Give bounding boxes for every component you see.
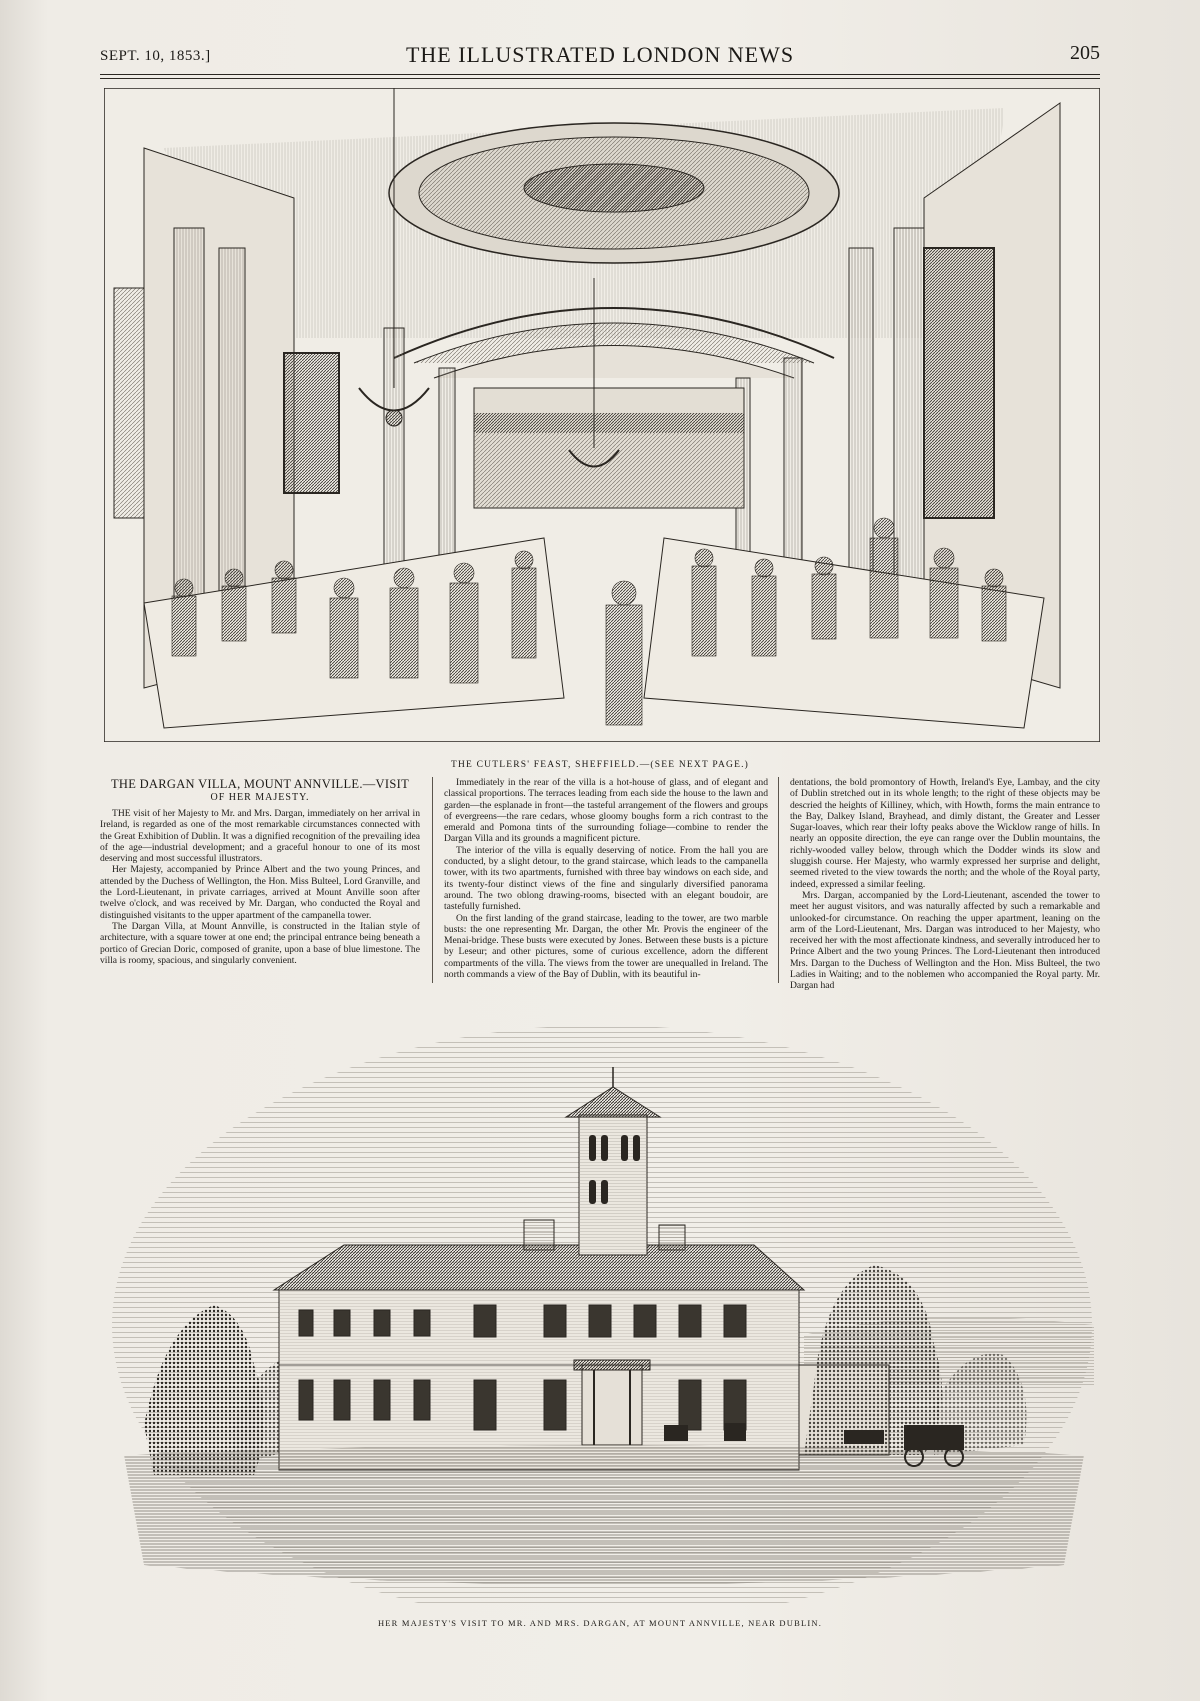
paragraph: Mrs. Dargan, accompanied by the Lord-Lieutenant, ascended the tower to meet her august visitors, and was naturally affected by such a remarkable and unlooked-for circumstance. On reaching the upper apartment, leaning on the arm of the Lord-Lieutenant, Mrs. Dargan was introduced to her Majesty, who received her with the most affectionate kindness, and severally introduced her to Prince Albert and the two young Princes. The Lord-Lieutenant then introduced Mrs. Dargan to the Duchess of Wellington and the Hon. Miss Bulteel, the two Ladies in Waiting; and to the noblemen who accompanied the Royal party. Mr. Dargan had: [790, 889, 1100, 992]
article-headline: [100, 777, 420, 805]
paragraph: On the first landing of the grand staircase, leading to the tower, are two marble busts: the one representing Mr. Dargan, the other Mr. Provis the engineer of the Menai-bridge. These busts were executed by Jones. Between these busts is a picture by Leseur; and other pictures, some of curious excellence, adorn the different compartments of the villa. The views from the tower are unequalled in Ireland. The north commands a view of the Bay of Dublin, with its beautiful in-: [444, 912, 768, 981]
paragraph: The interior of the villa is equally deserving of notice. From the hall you are conducted, by a slight detour, to the grand staircase, which leads to the campanella tower, with its two apartments, furnished with three bay windows on each side, and its twenty-four distinct views of the fine and singularly diversified panorama around. The two oblong drawing-rooms, bisected with an elegant boudoir, are tastefully furnished.: [444, 844, 768, 913]
paragraph: Her Majesty, accompanied by Prince Albert and the two young Princes, and attended by the Duchess of Wellington, the Hon. Miss Bulteel, Lord Granville, and the Lord-Lieutenant, in private carriages, arrived at Mount Anville soon after twelve o'clock, and was received by Mr. Dargan, who conducted the Royal and distinguished visitants to the upper apartment of the campanella tower.: [100, 864, 420, 921]
masthead: [100, 40, 1100, 74]
banquet-hall-drawing: [104, 88, 1100, 742]
column-divider: [432, 777, 433, 983]
issue-date: SEPT. 10, 1853.]: [100, 48, 211, 64]
paragraph: Immediately in the rear of the villa is a hot-house of glass, and of elegant and classical proportions. The terraces leading from each side the house to the lawn and garden—the esplanade in front—the tasteful arrangement of the flowers and groups of evergreens—the rare cedars, whose gloomy boughs form a rich contrast to the emerald and Pomona tints of the surrounding foliage—combine to render the Dargan Villa and its grounds a magnificent picture.: [444, 777, 768, 845]
paragraph: dentations, the bold promontory of Howth, Ireland's Eye, Lambay, and the city of Dublin stretched out in its whole length; to the right of these objects may be descried the heights of Killiney, which, with Howth, forms the main entrance to the Bay, Dalkey Island, Brayhead, and dimly distant, the Greater and Lesser Sugar-loaves, which rear their lofty peaks above the Wicklow range of hills. In nearly an opposite direction, the eye can range over the Dublin mountains, the richly-wooded valley below, through which the Dodder winds its slow and sluggish course. Her Majesty, who warmly expressed her surprise and delight, seemed riveted to the view towards the north; and the whole of the Royal party, indeed, expressed a similar feeling.: [790, 777, 1100, 890]
masthead-rule: [100, 74, 1100, 75]
headline-subtitle: OF HER MAJESTY.: [210, 792, 310, 803]
article-column-2: [444, 777, 768, 980]
bottom-illustration-caption: HER MAJESTY'S VISIT TO MR. AND MRS. DARGAN, AT MOUNT ANNVILLE, NEAR DUBLIN.: [377, 1618, 823, 1628]
column-divider: [778, 777, 779, 983]
article-column-3: [790, 777, 1100, 992]
newspaper-title: THE ILLUSTRATED LONDON NEWS: [405, 42, 795, 67]
dargan-villa-engraving: [104, 1005, 1100, 1605]
banquet-hall-engraving: [104, 88, 1100, 742]
paragraph: THE visit of her Majesty to Mr. and Mrs. Dargan, immediately on her arrival in Ireland, is regarded as one of the most remarkable circumstances connected with the Great Exhibition of Dublin. It was a dignified recognition of the prevailing idea of the age—industrial development; and a graceful honour to one of its most deserving and most successful illustrators.: [100, 808, 420, 865]
masthead-rule-thin: [100, 78, 1100, 79]
villa-drawing: [104, 1005, 1100, 1605]
page-number: 205: [1070, 42, 1100, 64]
article-column-1: [100, 777, 420, 966]
headline-text: THE DARGAN VILLA, MOUNT ANNVILLE.—VISIT: [110, 777, 409, 791]
paragraph: The Dargan Villa, at Mount Annville, is constructed in the Italian style of architecture, with a square tower at one end; the principal entrance being beneath a portico of Grecian Doric, composed of granite, upon a base of blue limestone. The villa is roomy, spacious, and singularly convenient.: [100, 920, 420, 966]
top-illustration-caption: THE CUTLERS' FEAST, SHEFFIELD.—(SEE NEXT PAGE.): [450, 760, 750, 770]
